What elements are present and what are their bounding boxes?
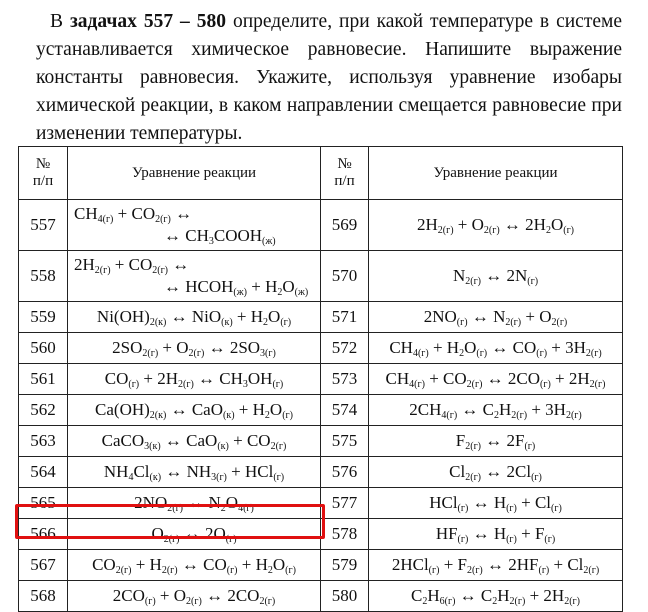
reactions-table: [18, 146, 623, 612]
row-number: 561: [19, 364, 68, 395]
row-number: 567: [19, 550, 68, 581]
reaction-equation: $CH_{4(г)} + CO_{2(г)}$ ↔ ↔ $CH_3COOH_{(ж)}$: [68, 200, 321, 251]
reaction-equation: $HF_{(г)}$ ↔ $H_{(г)} + F_{(г)}$: [369, 519, 623, 550]
reaction-equation: $Ni(OH)_{2(к)}$ ↔ $NiO_{(к)} + H_2O_{(г)}$: [68, 302, 321, 333]
reaction-equation: $CH_{4(г)} + CO_{2(г)}$ ↔ $2CO_{(г)} + 2H_{2(г)}$: [369, 364, 623, 395]
table-row: [19, 333, 623, 364]
reaction-equation: $N_{2(г)}$ ↔ $2N_{(г)}$: [369, 251, 623, 302]
table-row: [19, 426, 623, 457]
table-row: [19, 488, 623, 519]
table-row: [19, 457, 623, 488]
row-number: 560: [19, 333, 68, 364]
row-number: 562: [19, 395, 68, 426]
reaction-equation: $2HCl_{(г)} + F_{2(г)}$ ↔ $2HF_{(г)} + Cl_{2(г)}$: [369, 550, 623, 581]
reaction-equation: $C_2H_{6(г)}$ ↔ $C_2H_{2(г)} + 2H_{2(г)}$: [369, 581, 623, 612]
row-number: 571: [321, 302, 369, 333]
row-number: 559: [19, 302, 68, 333]
reaction-equation: $F_{2(г)}$ ↔ $2F_{(г)}$: [369, 426, 623, 457]
row-number: 563: [19, 426, 68, 457]
table-header-row: [19, 147, 623, 200]
reaction-equation: $NH_4Cl_{(к)}$ ↔ $NH_{3(г)} + HCl_{(г)}$: [68, 457, 321, 488]
header-number-right: № п/п: [321, 147, 369, 200]
reaction-equation: $CH_{4(г)} + H_2O_{(г)}$ ↔ $CO_{(г)} + 3H_{2(г)}$: [369, 333, 623, 364]
table-row: [19, 364, 623, 395]
intro-lead: В: [50, 11, 70, 32]
task-intro: [36, 8, 622, 148]
reaction-equation: CaCO$_{3(к)}$ ↔ $CaO_{(к)} + CO_{2(г)}$: [68, 426, 321, 457]
row-number: 573: [321, 364, 369, 395]
row-number: 557: [19, 200, 68, 251]
reaction-equation: $CO_{2(г)} + H_{2(г)}$ ↔ $CO_{(г)} + H_2O_{(г)}$: [68, 550, 321, 581]
reaction-equation: $CO_{(г)} + 2H_{2(г)}$ ↔ $CH_3OH_{(г)}$: [68, 364, 321, 395]
row-number: 569: [321, 200, 369, 251]
table-row: [19, 302, 623, 333]
reaction-equation: $2SO_{2(г)} + O_{2(г)}$ ↔ $2SO_{3(г)}$: [68, 333, 321, 364]
reaction-equation: HCl$_{(г)}$ ↔ $H_{(г)} + Cl_{(г)}$: [369, 488, 623, 519]
reaction-equation: $2NO_{(г)}$ ↔ $N_{2(г)} + O_{2(г)}$: [369, 302, 623, 333]
table-row: [19, 251, 623, 302]
intro-task-range: задачах 557 – 580: [69, 11, 226, 32]
row-number: 570: [321, 251, 369, 302]
row-number: 574: [321, 395, 369, 426]
table-row: [19, 581, 623, 612]
intro-text: определите, при какой температуре в системе устанавливается химическое равновесие. Напишите выражение константы равновесия. Укажите, используя уравнение изобары химической реакции, в каком направлении смещается равновесие при изменении температуры.: [36, 11, 623, 144]
row-number: 578: [321, 519, 369, 550]
row-number: 568: [19, 581, 68, 612]
header-equation-right: Уравнение реакции: [369, 147, 623, 200]
reaction-equation: $2CH_{4(г)}$ ↔ $C_2H_{2(г)} + 3H_{2(г)}$: [369, 395, 623, 426]
row-number: 565: [19, 488, 68, 519]
header-equation-left: Уравнение реакции: [68, 147, 321, 200]
reaction-equation: $2NO_{2(г)}$ ↔ $N_2O_{4(г)}$: [68, 488, 321, 519]
reaction-equation: $Ca(OH)_{2(к)}$ ↔ $CaO_{(к)} + H_2O_{(г)}$: [68, 395, 321, 426]
row-number: 580: [321, 581, 369, 612]
row-number: 577: [321, 488, 369, 519]
table-row: [19, 550, 623, 581]
reaction-equation: $O_{2(г)}$ ↔ $2O_{(г)}$: [68, 519, 321, 550]
row-number: 558: [19, 251, 68, 302]
table-row: [19, 200, 623, 251]
header-number-left: № п/п: [19, 147, 68, 200]
reaction-equation: $2CO_{(г)} + O_{2(г)}$ ↔ $2CO_{2(г)}$: [68, 581, 321, 612]
row-number: 566: [19, 519, 68, 550]
row-number: 579: [321, 550, 369, 581]
row-number: 564: [19, 457, 68, 488]
row-number: 576: [321, 457, 369, 488]
reaction-equation: $2H_{2(г)} + CO_{2(г)}$ ↔ ↔ $HCOH_{(ж)} + H_2O_{(ж)}$: [68, 251, 321, 302]
row-number: 575: [321, 426, 369, 457]
row-number: 572: [321, 333, 369, 364]
intro-paragraph: [36, 8, 622, 148]
table-row: [19, 519, 623, 550]
table-row: [19, 395, 623, 426]
reaction-equation: $Cl_{2(г)}$ ↔ $2Cl_{(г)}$: [369, 457, 623, 488]
reaction-equation: $2H_{2(г)} + O_{2(г)}$ ↔ $2H_2O_{(г)}$: [369, 200, 623, 251]
